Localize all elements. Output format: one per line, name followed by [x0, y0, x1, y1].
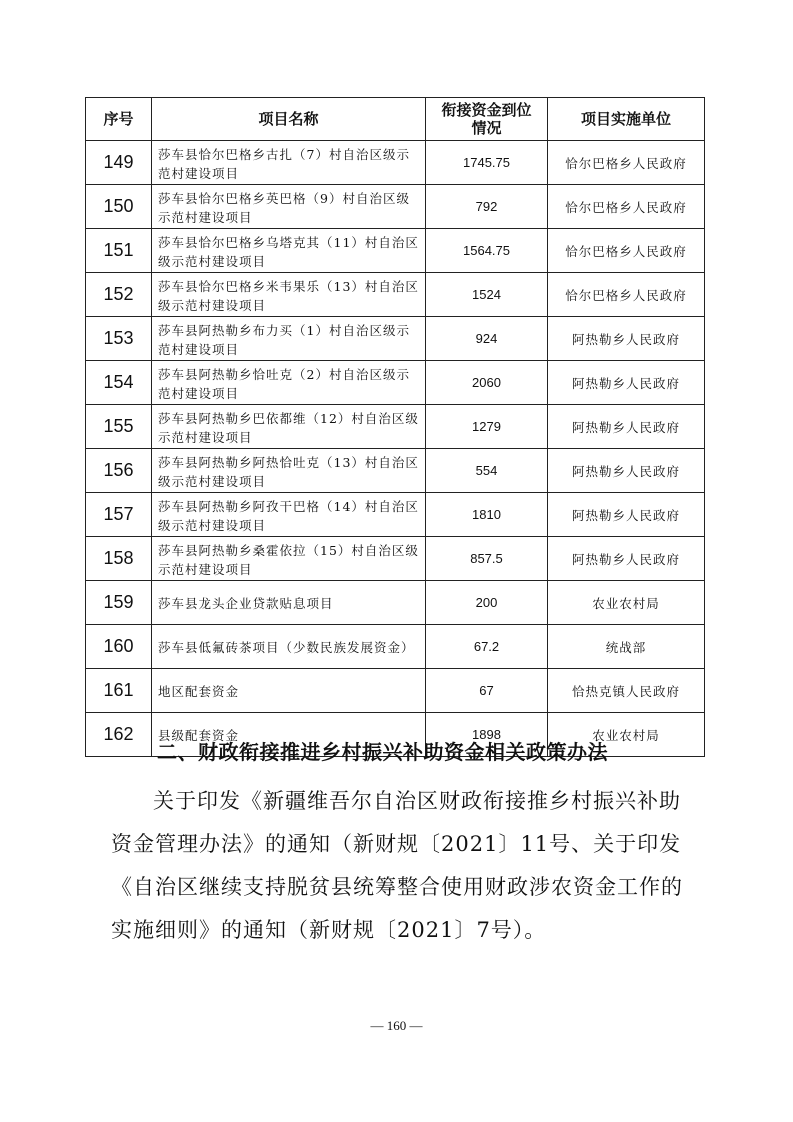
project-table [85, 97, 705, 757]
row-project-name: 莎车县低氟砖茶项目（少数民族发展资金） [152, 625, 426, 669]
row-project-name: 莎车县恰尔巴格乡英巴格（9）村自治区级示范村建设项目 [152, 185, 426, 229]
row-amount: 1745.75 [426, 141, 548, 185]
row-no: 161 [86, 669, 152, 713]
row-amount: 2060 [426, 361, 548, 405]
section-heading: 二、财政衔接推进乡村振兴补助资金相关政策办法 [157, 740, 608, 764]
row-amount: 924 [426, 317, 548, 361]
row-amount: 554 [426, 449, 548, 493]
table-row [86, 581, 705, 625]
table-row [86, 493, 705, 537]
row-no: 158 [86, 537, 152, 581]
header-amount [426, 98, 548, 141]
row-amount: 67 [426, 669, 548, 713]
table-row [86, 405, 705, 449]
row-unit: 阿热勒乡人民政府 [548, 361, 705, 405]
row-no: 152 [86, 273, 152, 317]
row-unit: 恰尔巴格乡人民政府 [548, 141, 705, 185]
row-no: 153 [86, 317, 152, 361]
table-row [86, 449, 705, 493]
row-no: 150 [86, 185, 152, 229]
row-unit: 阿热勒乡人民政府 [548, 405, 705, 449]
table-row [86, 141, 705, 185]
header-amount-line2: 情况 [471, 119, 502, 137]
row-unit: 农业农村局 [548, 581, 705, 625]
row-project-name: 莎车县阿热勒乡阿孜干巴格（14）村自治区级示范村建设项目 [152, 493, 426, 537]
row-amount: 857.5 [426, 537, 548, 581]
table-row [86, 273, 705, 317]
row-unit: 阿热勒乡人民政府 [548, 449, 705, 493]
row-no: 156 [86, 449, 152, 493]
table-row [86, 625, 705, 669]
row-no: 159 [86, 581, 152, 625]
table-row [86, 669, 705, 713]
row-no: 149 [86, 141, 152, 185]
table-header-row [86, 98, 705, 141]
row-unit: 阿热勒乡人民政府 [548, 493, 705, 537]
table-row [86, 361, 705, 405]
row-project-name: 县级配套资金 [152, 713, 426, 757]
row-unit: 农业农村局 [548, 713, 705, 757]
row-amount: 792 [426, 185, 548, 229]
row-project-name: 莎车县恰尔巴格乡米韦果乐（13）村自治区级示范村建设项目 [152, 273, 426, 317]
page-number: — 160 — [370, 1018, 423, 1033]
row-amount: 1564.75 [426, 229, 548, 273]
table-row [86, 185, 705, 229]
row-no: 162 [86, 713, 152, 757]
row-project-name: 莎车县阿热勒乡巴依都维（12）村自治区级示范村建设项目 [152, 405, 426, 449]
row-unit: 阿热勒乡人民政府 [548, 317, 705, 361]
row-amount: 1279 [426, 405, 548, 449]
table-row [86, 229, 705, 273]
row-project-name: 莎车县阿热勒乡布力买（1）村自治区级示范村建设项目 [152, 317, 426, 361]
row-unit: 恰尔巴格乡人民政府 [548, 185, 705, 229]
row-project-name: 莎车县阿热勒乡恰吐克（2）村自治区级示范村建设项目 [152, 361, 426, 405]
header-amount-line1: 衔接资金到位 [441, 101, 532, 119]
row-project-name: 莎车县恰尔巴格乡古扎（7）村自治区级示范村建设项目 [152, 141, 426, 185]
row-unit: 恰尔巴格乡人民政府 [548, 273, 705, 317]
row-unit: 阿热勒乡人民政府 [548, 537, 705, 581]
row-project-name: 莎车县龙头企业贷款贴息项目 [152, 581, 426, 625]
table-row [86, 537, 705, 581]
row-project-name: 地区配套资金 [152, 669, 426, 713]
header-unit: 项目实施单位 [548, 98, 705, 141]
row-no: 157 [86, 493, 152, 537]
row-amount: 1524 [426, 273, 548, 317]
header-no: 序号 [86, 98, 152, 141]
row-amount: 1898 [426, 713, 548, 757]
section-paragraph: 关于印发《新疆维吾尔自治区财政衔接推乡村振兴补助资金管理办法》的通知（新财规〔2021〕11号、关于印发《自治区继续支持脱贫县统筹整合使用财政涉农资金工作的实施细则》的通知（新财规〔2021〕7号）。 [111, 789, 683, 942]
row-unit: 恰尔巴格乡人民政府 [548, 229, 705, 273]
row-project-name: 莎车县阿热勒乡桑霍依拉（15）村自治区级示范村建设项目 [152, 537, 426, 581]
row-amount: 200 [426, 581, 548, 625]
row-no: 151 [86, 229, 152, 273]
row-project-name: 莎车县阿热勒乡阿热恰吐克（13）村自治区级示范村建设项目 [152, 449, 426, 493]
row-unit: 恰热克镇人民政府 [548, 669, 705, 713]
row-unit: 统战部 [548, 625, 705, 669]
header-name: 项目名称 [152, 98, 426, 141]
row-no: 154 [86, 361, 152, 405]
row-amount: 67.2 [426, 625, 548, 669]
row-no: 160 [86, 625, 152, 669]
row-no: 155 [86, 405, 152, 449]
table-row [86, 317, 705, 361]
row-amount: 1810 [426, 493, 548, 537]
row-project-name: 莎车县恰尔巴格乡乌塔克其（11）村自治区级示范村建设项目 [152, 229, 426, 273]
